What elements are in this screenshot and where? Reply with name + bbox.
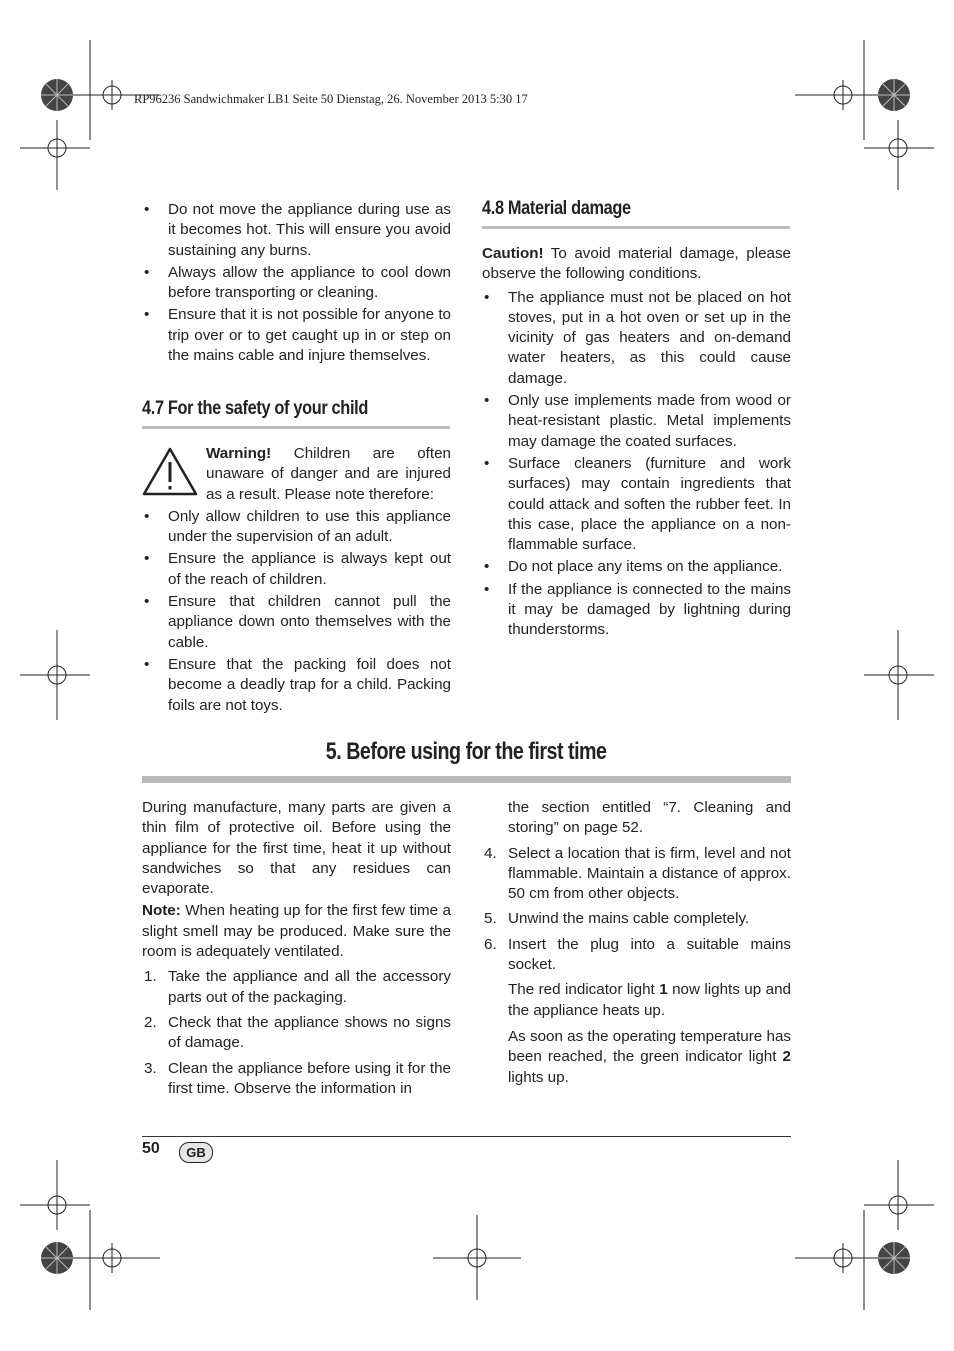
safety-bullet-list xyxy=(142,200,451,366)
list-item: • Ensure that children cannot pull the appliance down onto themselves with the cable. xyxy=(144,593,451,651)
list-item: 5. Unwind the mains cable completely. xyxy=(484,910,750,928)
list-item: 4. Select a location that is firm, level and not flammable. Maintain a distance of approx. 50 cm from other objects. xyxy=(484,844,791,903)
section-4-8-heading-wrap xyxy=(482,198,791,229)
warning-triangle-icon xyxy=(142,446,198,496)
note-paragraph: Note: When heating up for the first few time a slight smell may be produced. Make sure the room is adequately ventilated. xyxy=(142,902,451,961)
bullet-icon: • xyxy=(144,550,150,568)
language-badge: GB xyxy=(179,1142,213,1163)
list-item: • Do not place any items on the appliance. xyxy=(482,557,791,577)
section-heading: 4.7 For the safety of your child xyxy=(142,398,450,429)
chapter-title-rule xyxy=(142,776,791,783)
child-safety-list xyxy=(142,507,451,716)
list-item: • Always allow the appliance to cool down before transporting or cleaning. xyxy=(144,263,451,302)
caution-label: Caution! xyxy=(482,245,544,262)
chapter-title: 5. Before using for the first time xyxy=(326,738,607,765)
bullet-icon: • xyxy=(484,558,490,576)
list-item: • If the appliance is connected to the mains it may be damaged by lightning during thunderstorms. xyxy=(484,580,791,639)
bullet-icon: • xyxy=(144,306,150,324)
material-damage-list xyxy=(482,288,791,641)
list-item: • Only allow children to use this appliance under the supervision of an adult. xyxy=(144,507,451,546)
footer-rule xyxy=(142,1136,791,1137)
warning-label: Warning! xyxy=(206,445,272,462)
material-damage-section xyxy=(482,244,791,643)
page-number: 50 xyxy=(142,1140,160,1157)
list-item: 3. Clean the appliance before using it for the first time. Observe the information in xyxy=(144,1059,451,1097)
bullet-icon: • xyxy=(144,593,150,611)
note-label: Note: xyxy=(142,902,181,920)
list-item: • Ensure that the packing foil does not become a deadly trap for a child. Packing foils are not toys. xyxy=(144,655,451,714)
bullet-icon: • xyxy=(144,263,150,281)
list-item: 6. Insert the plug into a suitable mains socket. xyxy=(484,935,791,974)
list-item: • Ensure the appliance is always kept out of the reach of children. xyxy=(144,550,451,588)
step-3-continued: the section entitled “7. Cleaning and storing” on page 52. xyxy=(508,799,791,837)
bullet-icon: • xyxy=(144,507,150,525)
section-heading: 4.8 Material damage xyxy=(482,198,790,229)
first-use-left-column xyxy=(142,798,451,1104)
caution-text: Caution! To avoid material damage, please observe the following conditions. xyxy=(482,245,791,283)
warning-block xyxy=(142,444,451,505)
red-light-paragraph: The red indicator light 1 now lights up and the appliance heats up. xyxy=(508,981,791,1019)
bullet-icon: • xyxy=(484,580,490,598)
left-column-top xyxy=(142,200,451,368)
indicator-number: 1 xyxy=(659,981,668,999)
bullet-icon: • xyxy=(484,288,490,306)
list-item: • Surface cleaners (furniture and work surfaces) may contain ingredients that could attack and soften the rubber feet. In this case, place the appliance on a non-flammable surface. xyxy=(484,454,791,554)
child-safety-section xyxy=(142,444,451,718)
warning-text: Warning! Children are often unaware of danger and are injured as a result. Please note therefore: xyxy=(206,445,451,503)
green-light-paragraph: As soon as the operating temperature has been reached, the green indicator light 2 lights up. xyxy=(508,1027,791,1086)
bullet-icon: • xyxy=(144,655,150,673)
list-item: • Do not move the appliance during use as it becomes hot. This will ensure you avoid sustaining any burns. xyxy=(144,201,451,259)
bullet-icon: • xyxy=(484,454,490,472)
intro-paragraph: During manufacture, many parts are given a thin film of protective oil. Before using the appliance for the first time, heat it up without sandwiches so that any residues can evaporate. xyxy=(142,799,451,898)
steps-list-right xyxy=(482,844,791,976)
list-item: • The appliance must not be placed on hot stoves, put in a hot oven or set up in the vicinity of gas heaters and on-demand water heaters, as this could cause damage. xyxy=(484,288,791,387)
print-header: RP96236 Sandwichmaker LB1 Seite 50 Dienstag, 26. November 2013 5:30 17 xyxy=(134,92,528,106)
steps-list-left xyxy=(142,967,451,1099)
list-item: • Ensure that it is not possible for anyone to trip over or to get caught up in or step on the mains cable and injure themselves. xyxy=(144,306,451,365)
bullet-icon: • xyxy=(144,201,150,218)
bullet-icon: • xyxy=(484,392,490,410)
list-item: 2. Check that the appliance shows no signs of damage. xyxy=(144,1013,451,1052)
list-item: • Only use implements made from wood or heat-resistant plastic. Metal implements may damage the coated surfaces. xyxy=(484,392,791,450)
section-4-7-heading-wrap xyxy=(142,398,451,429)
indicator-number: 2 xyxy=(782,1048,791,1066)
list-item: 1. Take the appliance and all the accessory parts out of the packaging. xyxy=(144,968,451,1006)
first-use-right-column xyxy=(482,798,791,1088)
